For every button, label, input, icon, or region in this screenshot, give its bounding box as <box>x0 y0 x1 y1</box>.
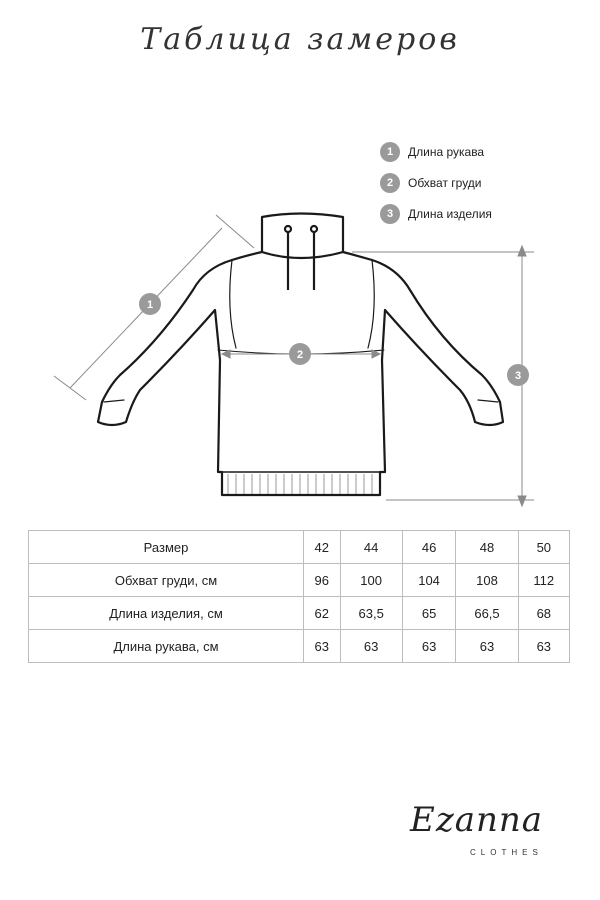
table-cell: 63 <box>456 630 518 663</box>
table-cell: 63 <box>304 630 341 663</box>
table-cell: 63 <box>340 630 402 663</box>
table-cell: 96 <box>304 564 341 597</box>
table-row <box>29 630 570 663</box>
row-header: Размер <box>29 531 304 564</box>
row-header: Обхват груди, см <box>29 564 304 597</box>
page-title: Таблица замеров <box>140 22 460 57</box>
brand-logo <box>392 800 572 860</box>
table-cell: 63 <box>402 630 456 663</box>
table-cell: 68 <box>518 597 569 630</box>
measure-marker-2 <box>289 343 311 365</box>
legend-label-chest-girth: Обхват груди <box>408 175 482 190</box>
legend-badge-1: 1 <box>380 142 400 162</box>
sleeve-measure-tick-bottom <box>54 376 86 400</box>
svg-text:2: 2 <box>296 349 304 361</box>
sweatshirt-diagram <box>0 190 600 510</box>
row-header: Длина изделия, см <box>29 597 304 630</box>
table-cell: 66,5 <box>456 597 518 630</box>
table-cell: 112 <box>518 564 569 597</box>
brand-tagline: CLOTHES <box>470 848 543 857</box>
sleeve-measure-tick-top <box>216 215 254 248</box>
legend-badge-2: 2 <box>380 173 400 193</box>
table-cell: 63,5 <box>340 597 402 630</box>
table-cell: 108 <box>456 564 518 597</box>
table-row <box>29 531 570 564</box>
measure-marker-1 <box>139 293 161 315</box>
legend-badge-3: 3 <box>380 204 400 224</box>
legend-label-sleeve-length: Длина рукава <box>408 144 485 159</box>
svg-text:1: 1 <box>146 299 154 311</box>
measure-marker-3 <box>507 364 529 386</box>
row-header: Длина рукава, см <box>29 630 304 663</box>
table-cell: 50 <box>518 531 569 564</box>
legend-item-1 <box>380 136 492 167</box>
table-cell: 65 <box>402 597 456 630</box>
table-cell: 42 <box>304 531 341 564</box>
brand-name: Ezanna <box>410 800 544 840</box>
table-cell: 62 <box>304 597 341 630</box>
size-table <box>28 530 570 663</box>
table-row <box>29 564 570 597</box>
table-cell: 44 <box>340 531 402 564</box>
table-cell: 48 <box>456 531 518 564</box>
table-cell: 63 <box>518 630 569 663</box>
svg-text:3: 3 <box>514 370 522 382</box>
legend-label-garment-length: Длина изделия <box>408 206 492 221</box>
table-cell: 46 <box>402 531 456 564</box>
table-cell: 100 <box>340 564 402 597</box>
hem-ribbing <box>228 474 372 494</box>
table-cell: 104 <box>402 564 456 597</box>
table-row <box>29 597 570 630</box>
